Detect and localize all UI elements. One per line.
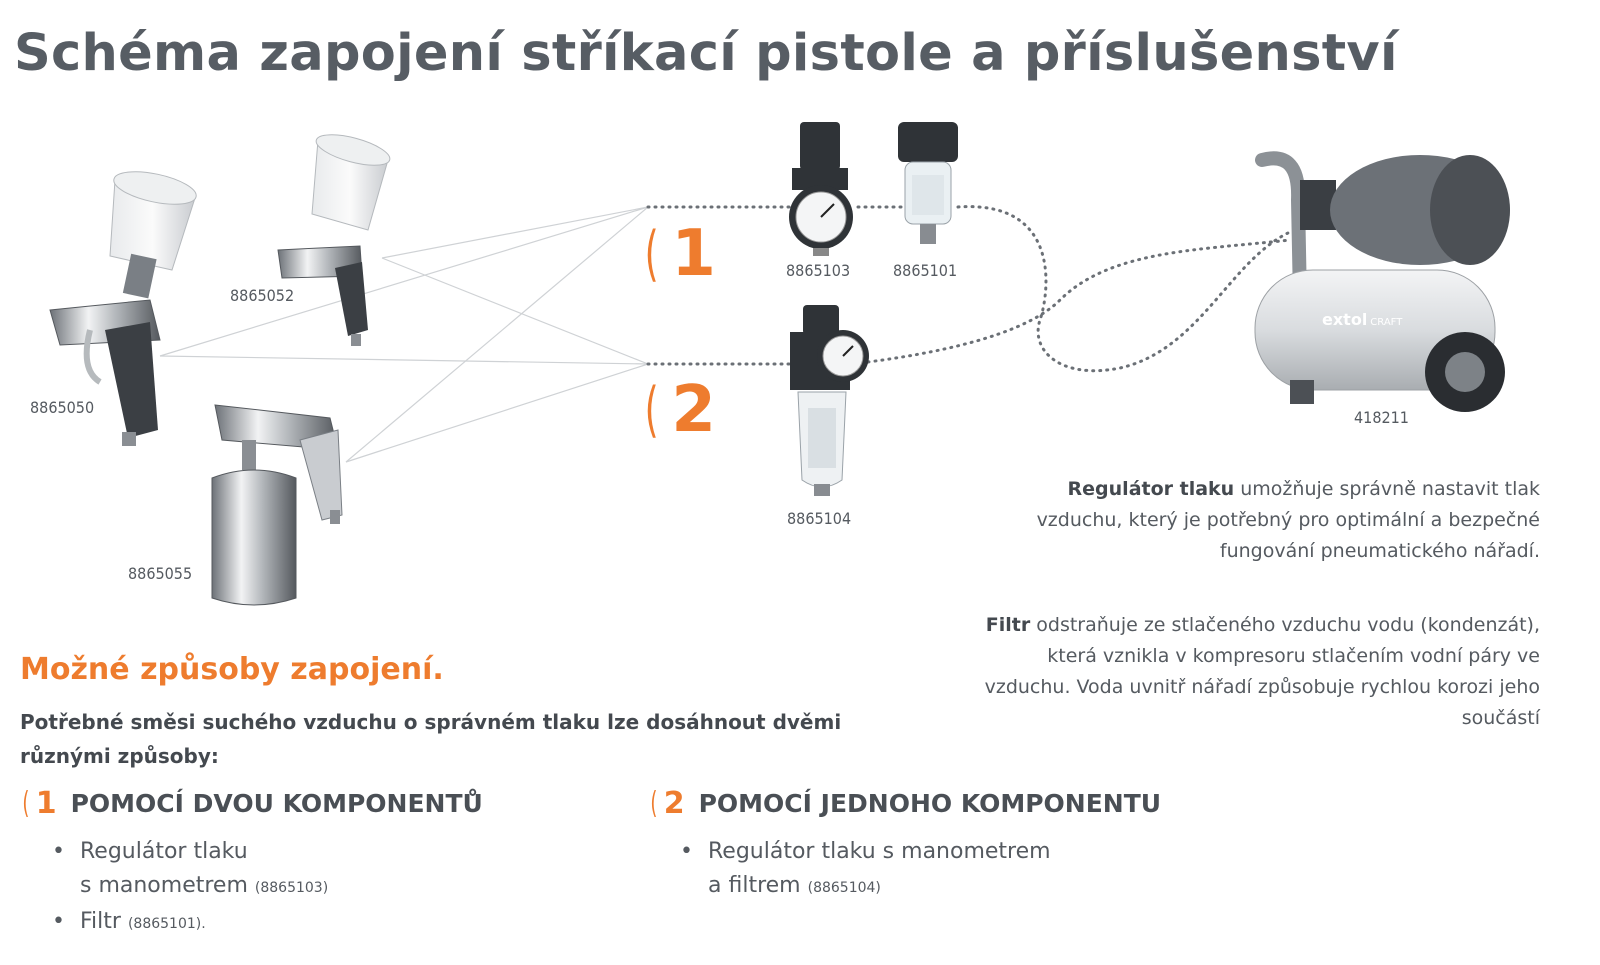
option-1-heading: ( 1 POMOCÍ DVOU KOMPONENTŮ: [22, 786, 483, 821]
option-bracket: (: [22, 786, 30, 821]
code-8865101: 8865101: [893, 261, 958, 280]
spray-gun-8865052: [278, 129, 393, 346]
list-item: • Filtr (8865101).: [52, 905, 483, 941]
ways-heading: Možné způsoby zapojení.: [20, 652, 444, 687]
code-8865050: 8865050: [30, 398, 95, 417]
option-1-list: [52, 835, 483, 941]
air-hose-dotted: [648, 207, 1290, 371]
filter-8865101: [898, 122, 958, 244]
code-8865055: 8865055: [128, 564, 193, 583]
marker-1: ( 1: [644, 217, 716, 291]
code-418211: 418211: [1354, 408, 1409, 427]
filter-info: Filtr odstraňuje ze stlačeného vzduchu vodu (kondenzát), která vznikla v kompresoru stlačením vodní páry ve vzduchu. Voda uvnitř nářadí způsobuje rychlou korozi jeho součástí: [984, 614, 1540, 729]
code-8865103: 8865103: [786, 261, 851, 280]
option-2: [648, 786, 1161, 905]
marker-2: ( 2: [644, 373, 716, 447]
list-item: • Regulátor tlaku s manometrem (8865103): [52, 835, 483, 905]
regulator-filter-8865104: [790, 305, 869, 496]
ways-intro: Potřebné směsi suchého vzduchu o správném tlaku lze dosáhnout dvěmi různými způsoby:: [20, 710, 842, 768]
code-8865052: 8865052: [230, 286, 295, 305]
option-2-list: [680, 835, 1161, 905]
marker-bracket: (: [644, 219, 659, 289]
spray-gun-8865055: [212, 405, 342, 605]
option-1: [20, 786, 483, 941]
regulator-info: Regulátor tlaku umožňuje správně nastavit tlak vzduchu, který je potřebný pro optimální a bezpečné fungování pneumatického nářadí.: [1036, 478, 1540, 562]
code-8865104: 8865104: [787, 509, 852, 528]
regulator-8865103: [789, 122, 853, 256]
list-item: • Regulátor tlaku s manometrem a filtrem (8865104): [680, 835, 1161, 905]
option-bracket: (: [650, 786, 658, 821]
marker-bracket: (: [644, 375, 659, 445]
compressor-418211: [1255, 155, 1510, 412]
page-title: Schéma zapojení stříkací pistole a příslušenství: [14, 24, 1398, 83]
compressor-brand-logo: extol CRAFT: [1322, 310, 1403, 329]
option-2-heading: ( 2 POMOCÍ JEDNOHO KOMPONENTU: [650, 786, 1162, 821]
